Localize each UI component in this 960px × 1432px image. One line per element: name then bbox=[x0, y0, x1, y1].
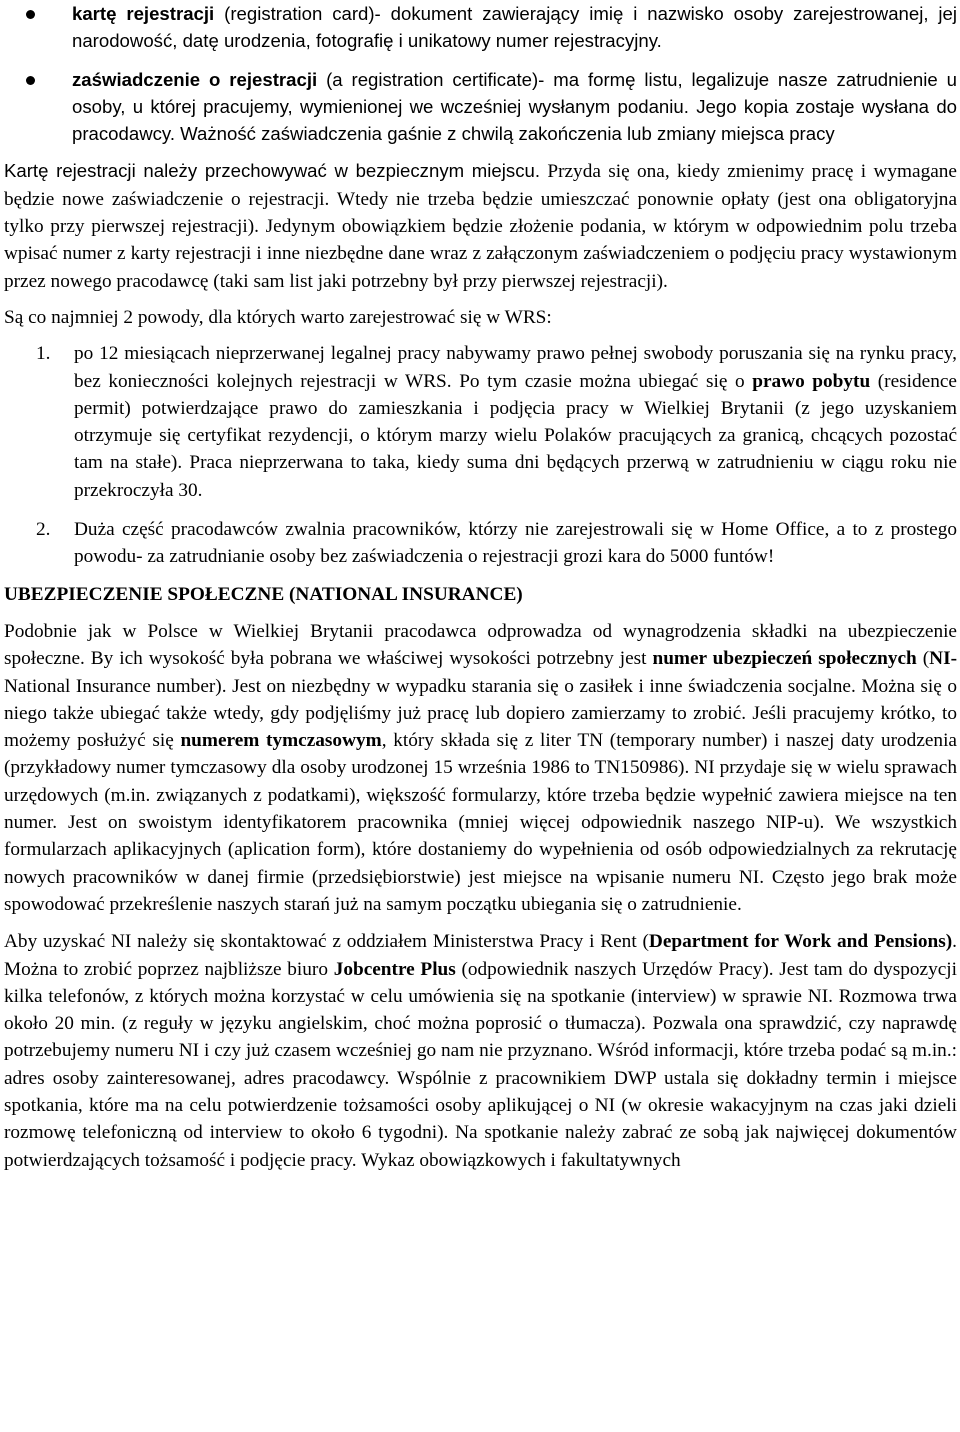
reason-item-2 bbox=[4, 516, 957, 571]
dwp-text-3: (odpowiednik naszych Urzędów Pracy). Jest tam do dyspozycji kilka telefonów, z których można korzystać w celu umówienia się na spotkanie (interview) w sprawie NI. Rozmowa trwa około 20 min. (z reguły w języku angielskim, choć można poprosić o tłumacza). Pozwala ona sprawdzić, czy naprawdę potrzebujemy numeru NI i czy już czasem wcześniej go nam nie przyznano. Wśród informacji, które trzeba podać są m.in.: adres osoby zainteresowanej, adres pracodawcy. Wspólnie z pracownikiem DWP ustala się dokładny termin i miejsce spotkania, które ma na celu potwierdzenie tożsamości osoby aplikującej o NI (w okresie wakacyjnym na czas jaki dzieli rozmowę telefoniczną od interview to około 6 tygodni). Na spotkanie należy zabrać ze sobą jak najwięcej dokumentów potwierdzających tożsamość i podjęcie pracy. Wykaz obowiązkowych i fakultatywnych bbox=[4, 958, 957, 1171]
sentence-fee: Wtedy nie trzeba będzie umieszczać ponownie opłaty (jest ona obligatoryjna tylko przy pierwszej rejestracji). bbox=[4, 188, 957, 238]
ni-bold-temporary: numerem tymczasowym bbox=[180, 730, 382, 752]
document-type-list bbox=[4, 0, 957, 147]
reason-number: 2. bbox=[36, 519, 51, 541]
ni-text-4: , który składa się z liter TN (temporary number) i naszej daty urodzenia (przykładowy numer tymczasowy dla osoby urodzonej 15 września 1986 to TN150986). NI przydaje się w wielu sprawach urzędowych (m.in. związanych z podatkami), większość formularzy, które trzeba będzie wypełnić zawiera miejsce na ten numer. Jest on swoistym identyfikatorem pracownika (mniej więcej odpowiednik naszego NIP-u). We wszystkich formularzach aplikacyjnych (aplication form), które dostaniemy do wypełnienia od osób odpowiedzialnych za rekrutację nowych pracowników w danej firmie (przedsiębiorstwie) jest miejsce na wpisanie numeru NI. Często jego brak może spowodować przekreślenie naszych starań już na samym początku ubiegania się o zatrudnienie. bbox=[4, 730, 957, 915]
term-registration-certificate: zaświadczenie o rejestracji bbox=[72, 68, 318, 90]
definition-registration-card: (registration card)- dokument zawierający imię i nazwisko osoby zarejestrowanej, jej narodowość, datę urodzenia, fotografię i unikatowy numer rejestracyjny. bbox=[72, 3, 958, 52]
ni-text-2: ( bbox=[916, 648, 930, 670]
sentence-obligation: Jedynym obowiązkiem będzie złożenie podania, w którym w odpowiednim polu trzeba wpisać numer z karty rejestracji i inne niezbędne dane wraz z załączonym zaświadczeniem o podjęciu pracy wystawionym przez nowego pracodawcę (taki sam list jaki potrzebny był przy pierwszej rejestracji). bbox=[4, 216, 958, 292]
bullet-icon bbox=[26, 10, 35, 19]
reason-text-bold: prawo pobytu bbox=[752, 370, 871, 392]
reasons-intro: Są co najmniej 2 powody, dla których warto zarejestrować się w WRS: bbox=[4, 306, 552, 328]
bullet-icon bbox=[26, 76, 35, 85]
list-item-registration-card bbox=[4, 0, 957, 55]
paragraph-registration-card-storage bbox=[4, 157, 957, 294]
sentence-storage: Kartę rejestracji należy przechowywać w bezpiecznym miejscu. bbox=[4, 160, 540, 182]
dwp-text-2: . Można to zrobić poprzez najbliższe biuro bbox=[4, 931, 957, 980]
reasons-list bbox=[4, 340, 957, 570]
dwp-text-1: Aby uzyskać NI należy się skontaktować z oddziałem Ministerstwa Pracy i Rent ( bbox=[4, 931, 649, 953]
paragraph-dwp bbox=[4, 928, 957, 1174]
dwp-bold-jobcentre: Jobcentre Plus bbox=[333, 958, 456, 980]
ni-bold-term: numer ubezpieczeń społecznych bbox=[652, 648, 917, 670]
definition-registration-certificate: (a registration certificate)- ma formę listu, legalizuje nasze zatrudnienie u osoby, u której pracujemy, wymienionej we wcześniej wysłanym podaniu. Jego kopia zostaje wysłana do pracodawcy. Ważność zaświadczenia gaśnie z chwilą zakończenia lub zmiany miejsca pracy bbox=[72, 68, 957, 145]
ni-text-3: National Insurance number). Jest on niezbędny w wypadku starania się o zasiłek i inne świadczenia socjalne. Można się o niego także ubiegać także wtedy, gdy podjęliśmy już pracę lub dopiero zamierzamy to zrobić. Jeśli pracujemy krótko, to możemy posłużyć się bbox=[4, 675, 957, 752]
sentence-new-job: Przyda się ona, kiedy zmienimy pracę i wymagane będzie nowe zaświadczenie o rejestracji. bbox=[4, 161, 957, 210]
reason-text-post: (residence permit) potwierdzające prawo do zamieszkania i podjęcia pracy w Wielkiej Brytanii (z jego uzyskaniem otrzymuje się certyfikat rezydencji, o którym marzy wielu Polaków pracujących za granicą, chcących pozostać tam na stałe). Praca nieprzerwana to taka, kiedy suma dni będących przerwą w zatrudnieniu w ciągu roku nie przekroczyła 30. bbox=[74, 370, 957, 501]
ni-bold-abbrev: NI- bbox=[929, 648, 958, 670]
reason-text-pre: Duża część pracodawców zwalnia pracowników, którzy nie zarejestrowali się w Home Office, a to z prostego powodu- za zatrudnianie osoby bez zaświadczenia o rejestracji grozi kara do 5000 funtów! bbox=[74, 519, 957, 568]
paragraph-ni-number bbox=[4, 618, 957, 918]
section-heading-national-insurance: UBEZPIECZENIE SPOŁECZNE (NATIONAL INSURANCE) bbox=[4, 583, 523, 605]
reason-item-1 bbox=[4, 340, 957, 504]
dwp-bold-department: Department for Work and Pensions) bbox=[648, 931, 953, 953]
reason-number: 1. bbox=[36, 343, 51, 365]
term-registration-card: kartę rejestracji bbox=[72, 3, 215, 24]
reason-text-pre: po 12 miesiącach nieprzerwanej legalnej pracy nabywamy prawo pełnej swobody poruszania się na rynku pracy, bez konieczności kolejnych rejestracji w WRS. Po tym czasie można ubiegać się o bbox=[74, 343, 957, 392]
ni-text-1: Podobnie jak w Polsce w Wielkiej Brytanii pracodawca odprowadza od wynagrodzenia składki na ubezpieczenie społeczne. By ich wysokość była pobrana we właściwej wysokości potrzebny jest bbox=[4, 620, 957, 670]
list-item-registration-certificate bbox=[4, 66, 957, 148]
